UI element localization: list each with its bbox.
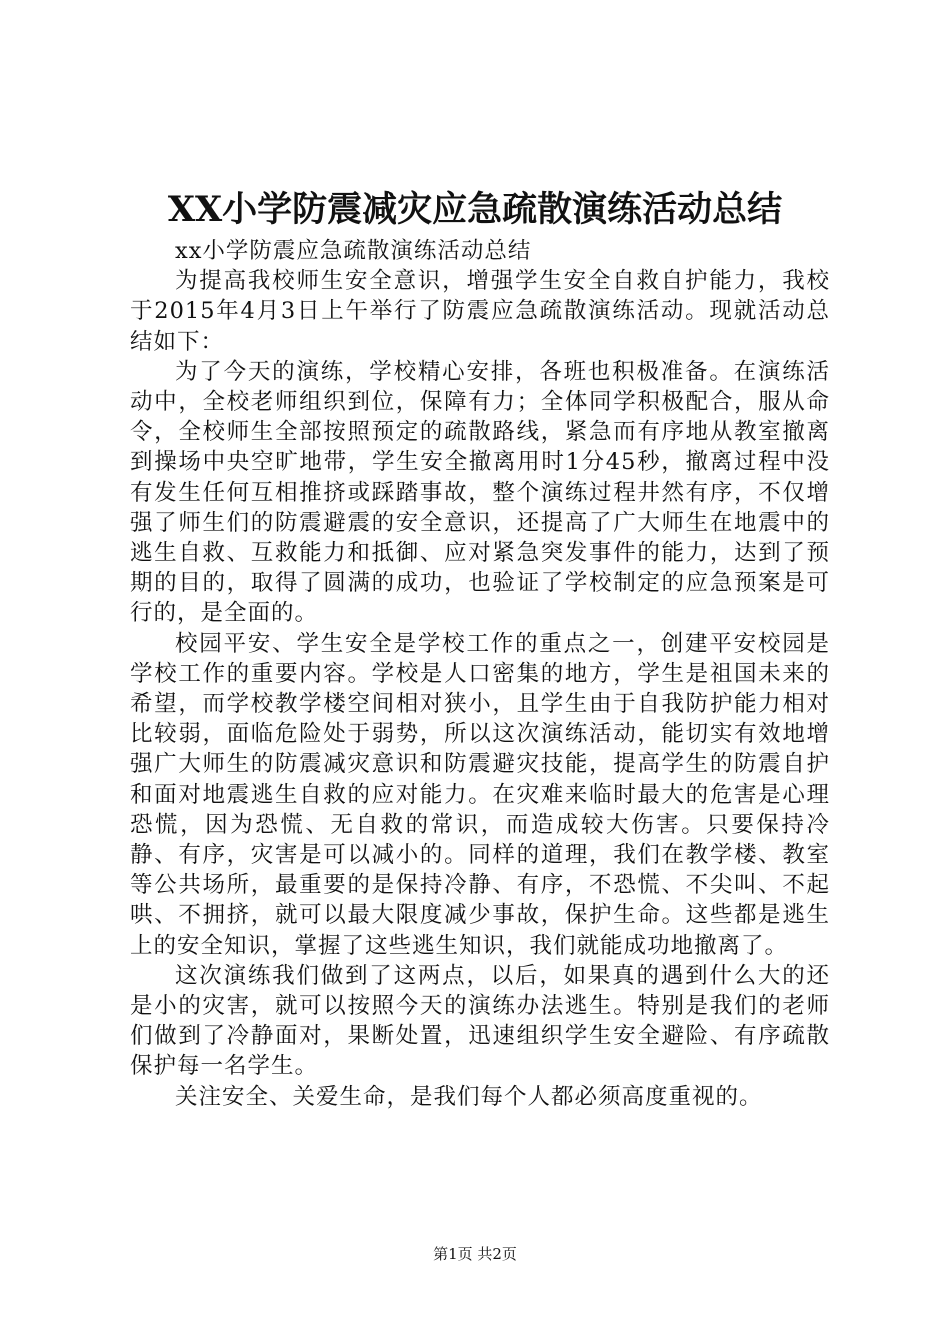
paragraph-drill-process: 为了今天的演练，学校精心安排，各班也积极准备。在演练活动中，全校老师组织到位，保障有力；全体同学积极配合，服从命令，全校师生全部按照预定的疏散路线，紧急而有序地从教室撤离到操场中央空旷地带，学生安全撤离用时1分45秒，撤离过程中没有发生任何互相推挤或踩踏事故，整个演练过程井然有序，不仅增强了师生们的防震避震的安全意识，还提高了广大师生在地震中的逃生自救、互救能力和抵御、应对紧急突发事件的能力，达到了预期的目的，取得了圆满的成功，也验证了学校制定的应急预案是可行的，是全面的。: [130, 358, 830, 627]
paragraph-future: 这次演练我们做到了这两点，以后，如果真的遇到什么大的还是小的灾害，就可以按照今天的演练办法逃生。特别是我们的老师们做到了冷静面对，果断处置，迅速组织学生安全避险、有序疏散保护每一名学生。: [130, 962, 830, 1080]
paragraph-closing: 关注安全、关爱生命，是我们每个人都必须高度重视的。: [175, 1083, 763, 1110]
paragraph-intro: 为提高我校师生安全意识，增强学生安全自救自护能力，我校于2015年4月3日上午举行了防震应急疏散演练活动。现就活动总结如下：: [130, 268, 830, 355]
paragraph-subtitle: xx小学防震应急疏散演练活动总结: [175, 238, 532, 264]
paragraph-safety-importance: 校园平安、学生安全是学校工作的重点之一，创建平安校园是学校工作的重要内容。学校是人口密集的地方，学生是祖国未来的希望，而学校教学楼空间相对狭小，且学生由于自我防护能力相对比较弱，面临危险处于弱势，所以这次演练活动，能切实有效地增强广大师生的防震减灾意识和防震避灾技能，提高学生的防震自护和面对地震逃生自救的应对能力。在灾难来临时最大的危害是心理恐慌，因为恐慌、无自救的常识，而造成较大伤害。只要保持冷静、有序，灾害是可以减小的。同样的道理，我们在教学楼、教室等公共场所，最重要的是保持冷静、有序，不恐慌、不尖叫、不起哄、不拥挤，就可以最大限度减少事故，保护生命。这些都是逃生上的安全知识，掌握了这些逃生知识，我们就能成功地撤离了。: [130, 630, 830, 959]
document-title: XX小学防震减灾应急疏散演练活动总结: [167, 189, 783, 230]
document-body: [130, 236, 830, 1112]
page-footer: 第1页 共2页: [433, 1245, 517, 1263]
